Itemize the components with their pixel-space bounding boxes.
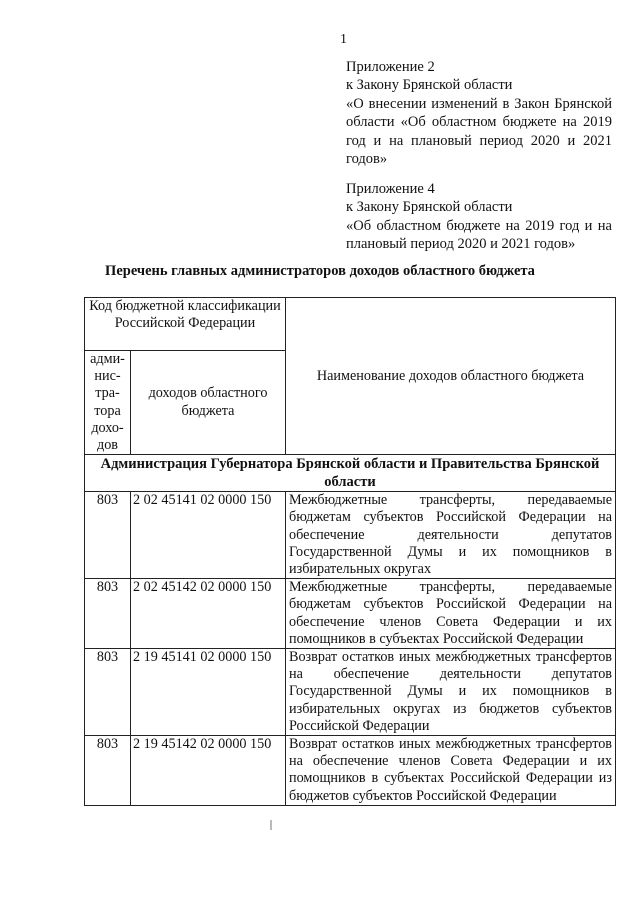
header-admin-code: адми-нис-тра-тора дохо-дов [85,351,131,455]
page-number: 1 [340,32,347,47]
scan-artifact-mark [270,820,272,830]
admin-code-cell: 803 [85,736,131,806]
revenue-name-cell: Межбюджетные трансферты, передаваемые бюджетам субъектов Российской Федерации на обеспечение членов Совета Федерации и их помощников в субъектах Российской Федерации [286,579,616,649]
document-title: Перечень главных администраторов доходов областного бюджета [105,263,535,279]
header-revenue-code: доходов областного бюджета [131,351,286,455]
appendix-4-header [346,180,612,254]
revenue-name-cell: Возврат остатков иных межбюджетных трансфертов на обеспечение членов Совета Федерации и их помощников в субъектах Российской Федерации из бюджетов субъектов Российской Федерации [286,736,616,806]
appendix-2-law-title: «О внесении изменений в Закон Брянской области «Об областном бюджете на 2019 год и на плановый период 2020 и 2021 годов» [346,95,612,168]
revenue-code-cell: 2 19 45141 02 0000 150 [131,649,286,736]
section-row [85,455,616,492]
table-row [85,492,616,579]
admin-code-cell: 803 [85,649,131,736]
table-row [85,649,616,736]
appendix-2-header [346,58,612,168]
section-title: Администрация Губернатора Брянской области и Правительства Брянской области [85,455,616,492]
appendix-4-law-title: «Об областном бюджете на 2019 год и на плановый период 2020 и 2021 годов» [346,217,612,253]
revenue-code-cell: 2 19 45142 02 0000 150 [131,736,286,806]
revenue-name-cell: Межбюджетные трансферты, передаваемые бюджетам субъектов Российской Федерации на обеспечение деятельности депутатов Государственной Думы и их помощников в избирательных округах [286,492,616,579]
header-row-top [85,298,616,351]
revenue-administrators-table [84,297,616,806]
appendix-2-label: Приложение 2 [346,59,435,75]
appendix-4-law-ref: к Закону Брянской области [346,199,513,216]
admin-code-cell: 803 [85,579,131,649]
header-revenue-name: Наименование доходов областного бюджета [286,298,616,455]
revenue-code-cell: 2 02 45142 02 0000 150 [131,579,286,649]
table-row [85,579,616,649]
admin-code-cell: 803 [85,492,131,579]
table-row [85,736,616,806]
revenue-name-cell: Возврат остатков иных межбюджетных трансфертов на обеспечение деятельности депутатов Государственной Думы и их помощников в избирательных округах из бюджетов субъектов Российской Федерации [286,649,616,736]
revenue-code-cell: 2 02 45141 02 0000 150 [131,492,286,579]
header-code-group: Код бюджетной классификации Российской Федерации [85,298,286,351]
appendix-2-law-ref: к Закону Брянской области [346,77,513,94]
appendix-4-label: Приложение 4 [346,181,435,197]
